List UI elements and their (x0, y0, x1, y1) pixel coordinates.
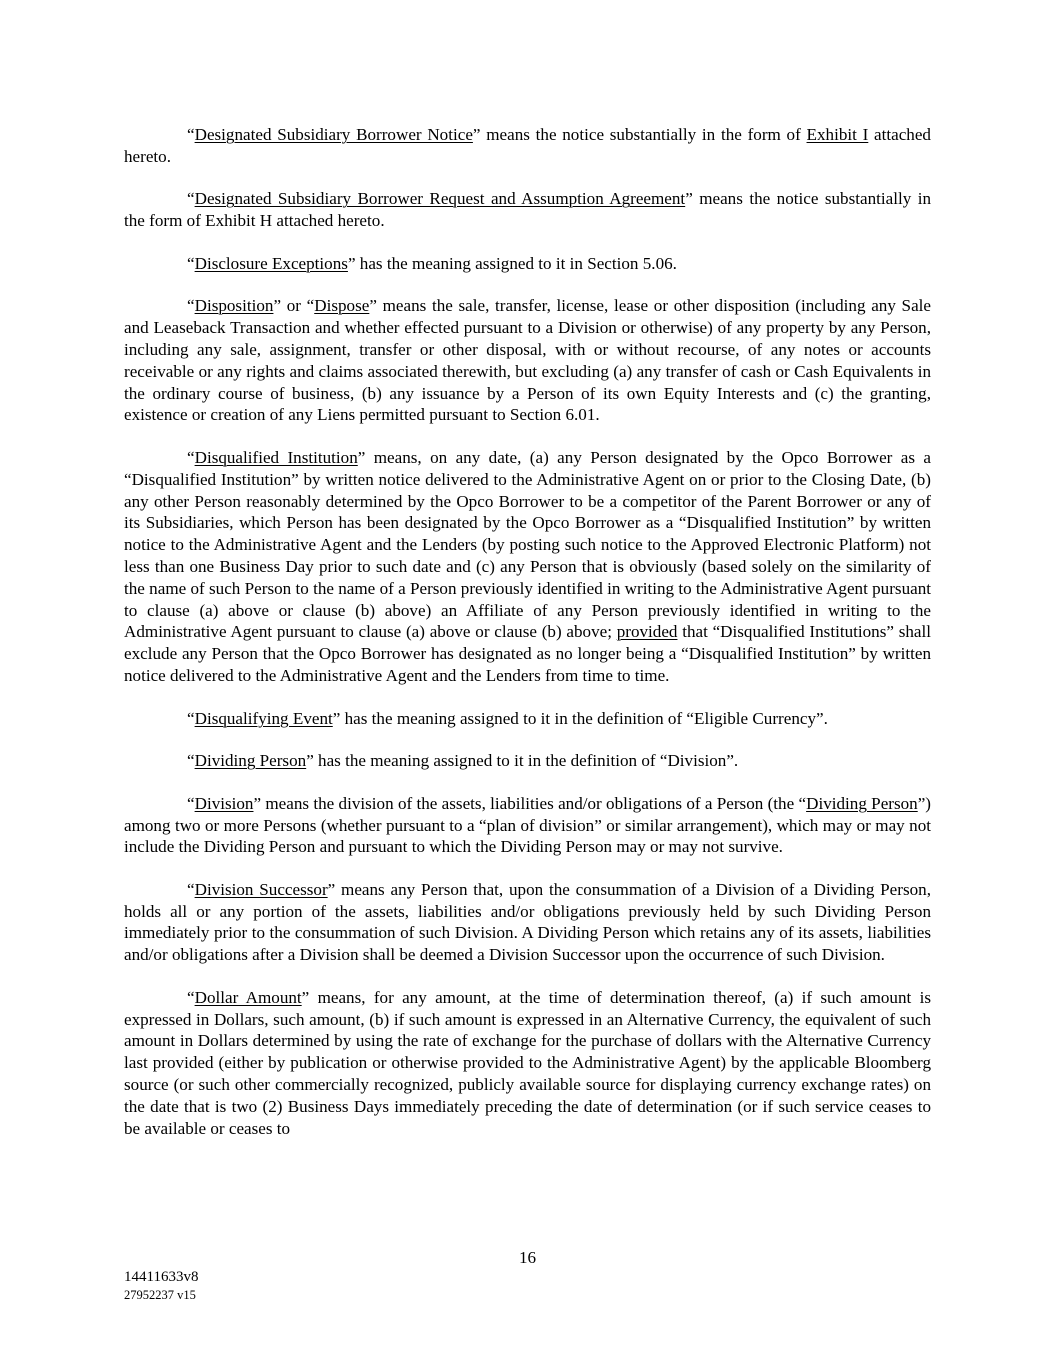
page-number: 16 (518, 1248, 537, 1267)
definition-dividing-person (124, 750, 931, 772)
definition-division (124, 793, 931, 858)
defined-term: Dollar Amount (194, 987, 302, 1007)
text-run: “ (187, 125, 195, 144)
text-run: “ (187, 189, 195, 209)
text-run: ” means the notice substantially in the form of (472, 125, 807, 144)
document-body (124, 124, 931, 1160)
text-run: ” has the meaning assigned to it in the definition of “Division”. (306, 751, 739, 771)
defined-term: Dividing Person (806, 793, 918, 813)
definition-dollar-amount (124, 987, 931, 1140)
text-run: “ (187, 708, 195, 728)
definition-division-successor (124, 879, 931, 966)
defined-term: Designated Subsidiary Borrower Notice (194, 125, 473, 144)
text-run: ” has the meaning assigned to it in the definition of “Eligible Currency”. (332, 708, 828, 728)
document-id-secondary: 27952237 v15 (124, 1288, 196, 1302)
definition-disposition (124, 295, 931, 426)
text-run: ” means the sale, transfer, license, lease or other disposition (including any Sale and Leaseback Transaction and whether effected pursuant to a Division or otherwise) of any property by any Person, including any sale, assignment, transfer or other disposal, with or without recourse, of any notes or accounts receivable or any rights and claims associated therewith, but excluding (a) any transfer of cash or Cash Equivalents in the ordinary course of business, (b) any issuance by a Person of its own Equity Interests and (c) the granting, existence or creation of any Liens permitted pursuant to Section 6.01. (124, 296, 931, 425)
text-run: “ (187, 296, 195, 316)
defined-term: Disqualifying Event (194, 708, 333, 728)
exhibit-reference: Exhibit I (806, 125, 869, 144)
defined-term: Disposition (194, 296, 274, 316)
definition-designated-subsidiary-borrower-request (124, 188, 931, 232)
text-run: “ (187, 793, 195, 813)
defined-term: Dispose (314, 296, 370, 316)
text-run: that “Disqualified Institutions” shall exclude any Person that the Opco Borrower has designated as no longer being a “Disqualified Institution” by written notice delivered to the Administrative Agent and the Lenders from time to time. (124, 622, 931, 685)
defined-term: Disclosure Exceptions (194, 253, 348, 273)
text-run: attached hereto. (124, 125, 931, 166)
definition-designated-subsidiary-borrower-notice (124, 124, 931, 168)
definition-disqualified-institution (124, 447, 931, 687)
text-run: “ (187, 879, 195, 899)
document-id-primary: 14411633v8 (124, 1269, 199, 1285)
definition-disqualifying-event (124, 708, 931, 730)
text-run: ” has the meaning assigned to it in Section 5.06. (347, 253, 677, 273)
text-run: ” or “ (273, 296, 315, 316)
text-run: “ (187, 447, 195, 467)
text-run: “ (187, 253, 195, 273)
text-run: ” means the division of the assets, liabilities and/or obligations of a Person (the “ (253, 793, 807, 813)
defined-term: Division (194, 793, 254, 813)
text-run: ” means any Person that, upon the consummation of a Division of a Dividing Person, holds all or any portion of the assets, liabilities and/or obligations previously held by such Dividing Person immediately prior to the consummation of such Division. A Dividing Person which retains any of its assets, liabilities and/or obligations after a Division shall be deemed a Division Successor upon the occurrence of such Division. (124, 879, 931, 965)
text-run: “ (187, 751, 195, 771)
defined-term: Designated Subsidiary Borrower Request and Assumption Agreement (194, 189, 686, 209)
defined-term: Dividing Person (194, 751, 307, 771)
defined-term: Disqualified Institution (194, 447, 358, 467)
text-run: ” means, for any amount, at the time of determination thereof, (a) if such amount is expressed in Dollars, such amount, (b) if such amount is expressed in an Alternative Currency, the equivalent of such amount in Dollars determined by using the rate of exchange for the purchase of dollars with the Alternative Currency last provided (either by publication or otherwise provided to the Administrative Agent) by the applicable Bloomberg source (or such other commercially recognized, publicly available source for displaying currency exchange rates) on the date that is two (2) Business Days immediately preceding the date of determination (or if such service ceases to be available or ceases to (124, 987, 931, 1138)
defined-term: Division Successor (194, 879, 328, 899)
text-run: “ (187, 987, 195, 1007)
definition-disclosure-exceptions (124, 253, 931, 275)
text-run: ”) among two or more Persons (whether pursuant to a “plan of division” or similar arrangement), which may or may not include the Dividing Person and pursuant to which the Dividing Person may or may not survive. (124, 793, 931, 857)
proviso-term: provided (616, 622, 678, 642)
text-run: ” means, on any date, (a) any Person designated by the Opco Borrower as a “Disqualified Institution” by written notice delivered to the Administrative Agent on or prior to the Closing Date, (b) any other Person reasonably determined by the Opco Borrower to be a competitor of the Parent Borrower or any of its Subsidiaries, which Person has been designated by the Opco Borrower as a “Disqualified Institution” by written notice to the Administrative Agent and the Lenders (by posting such notice to the Approved Electronic Platform) not less than one Business Day prior to such date and (c) any Person that is obviously (based solely on the similarity of the name of such Person to the name of a Person previously identified in writing to the Administrative Agent pursuant to clause (a) above or clause (b) above) an Affiliate of any Person previously identified in writing to the Administrative Agent pursuant to clause (a) above or clause (b) above; (124, 447, 931, 642)
text-run: ” means the notice substantially in the form of Exhibit H attached hereto. (124, 189, 931, 231)
